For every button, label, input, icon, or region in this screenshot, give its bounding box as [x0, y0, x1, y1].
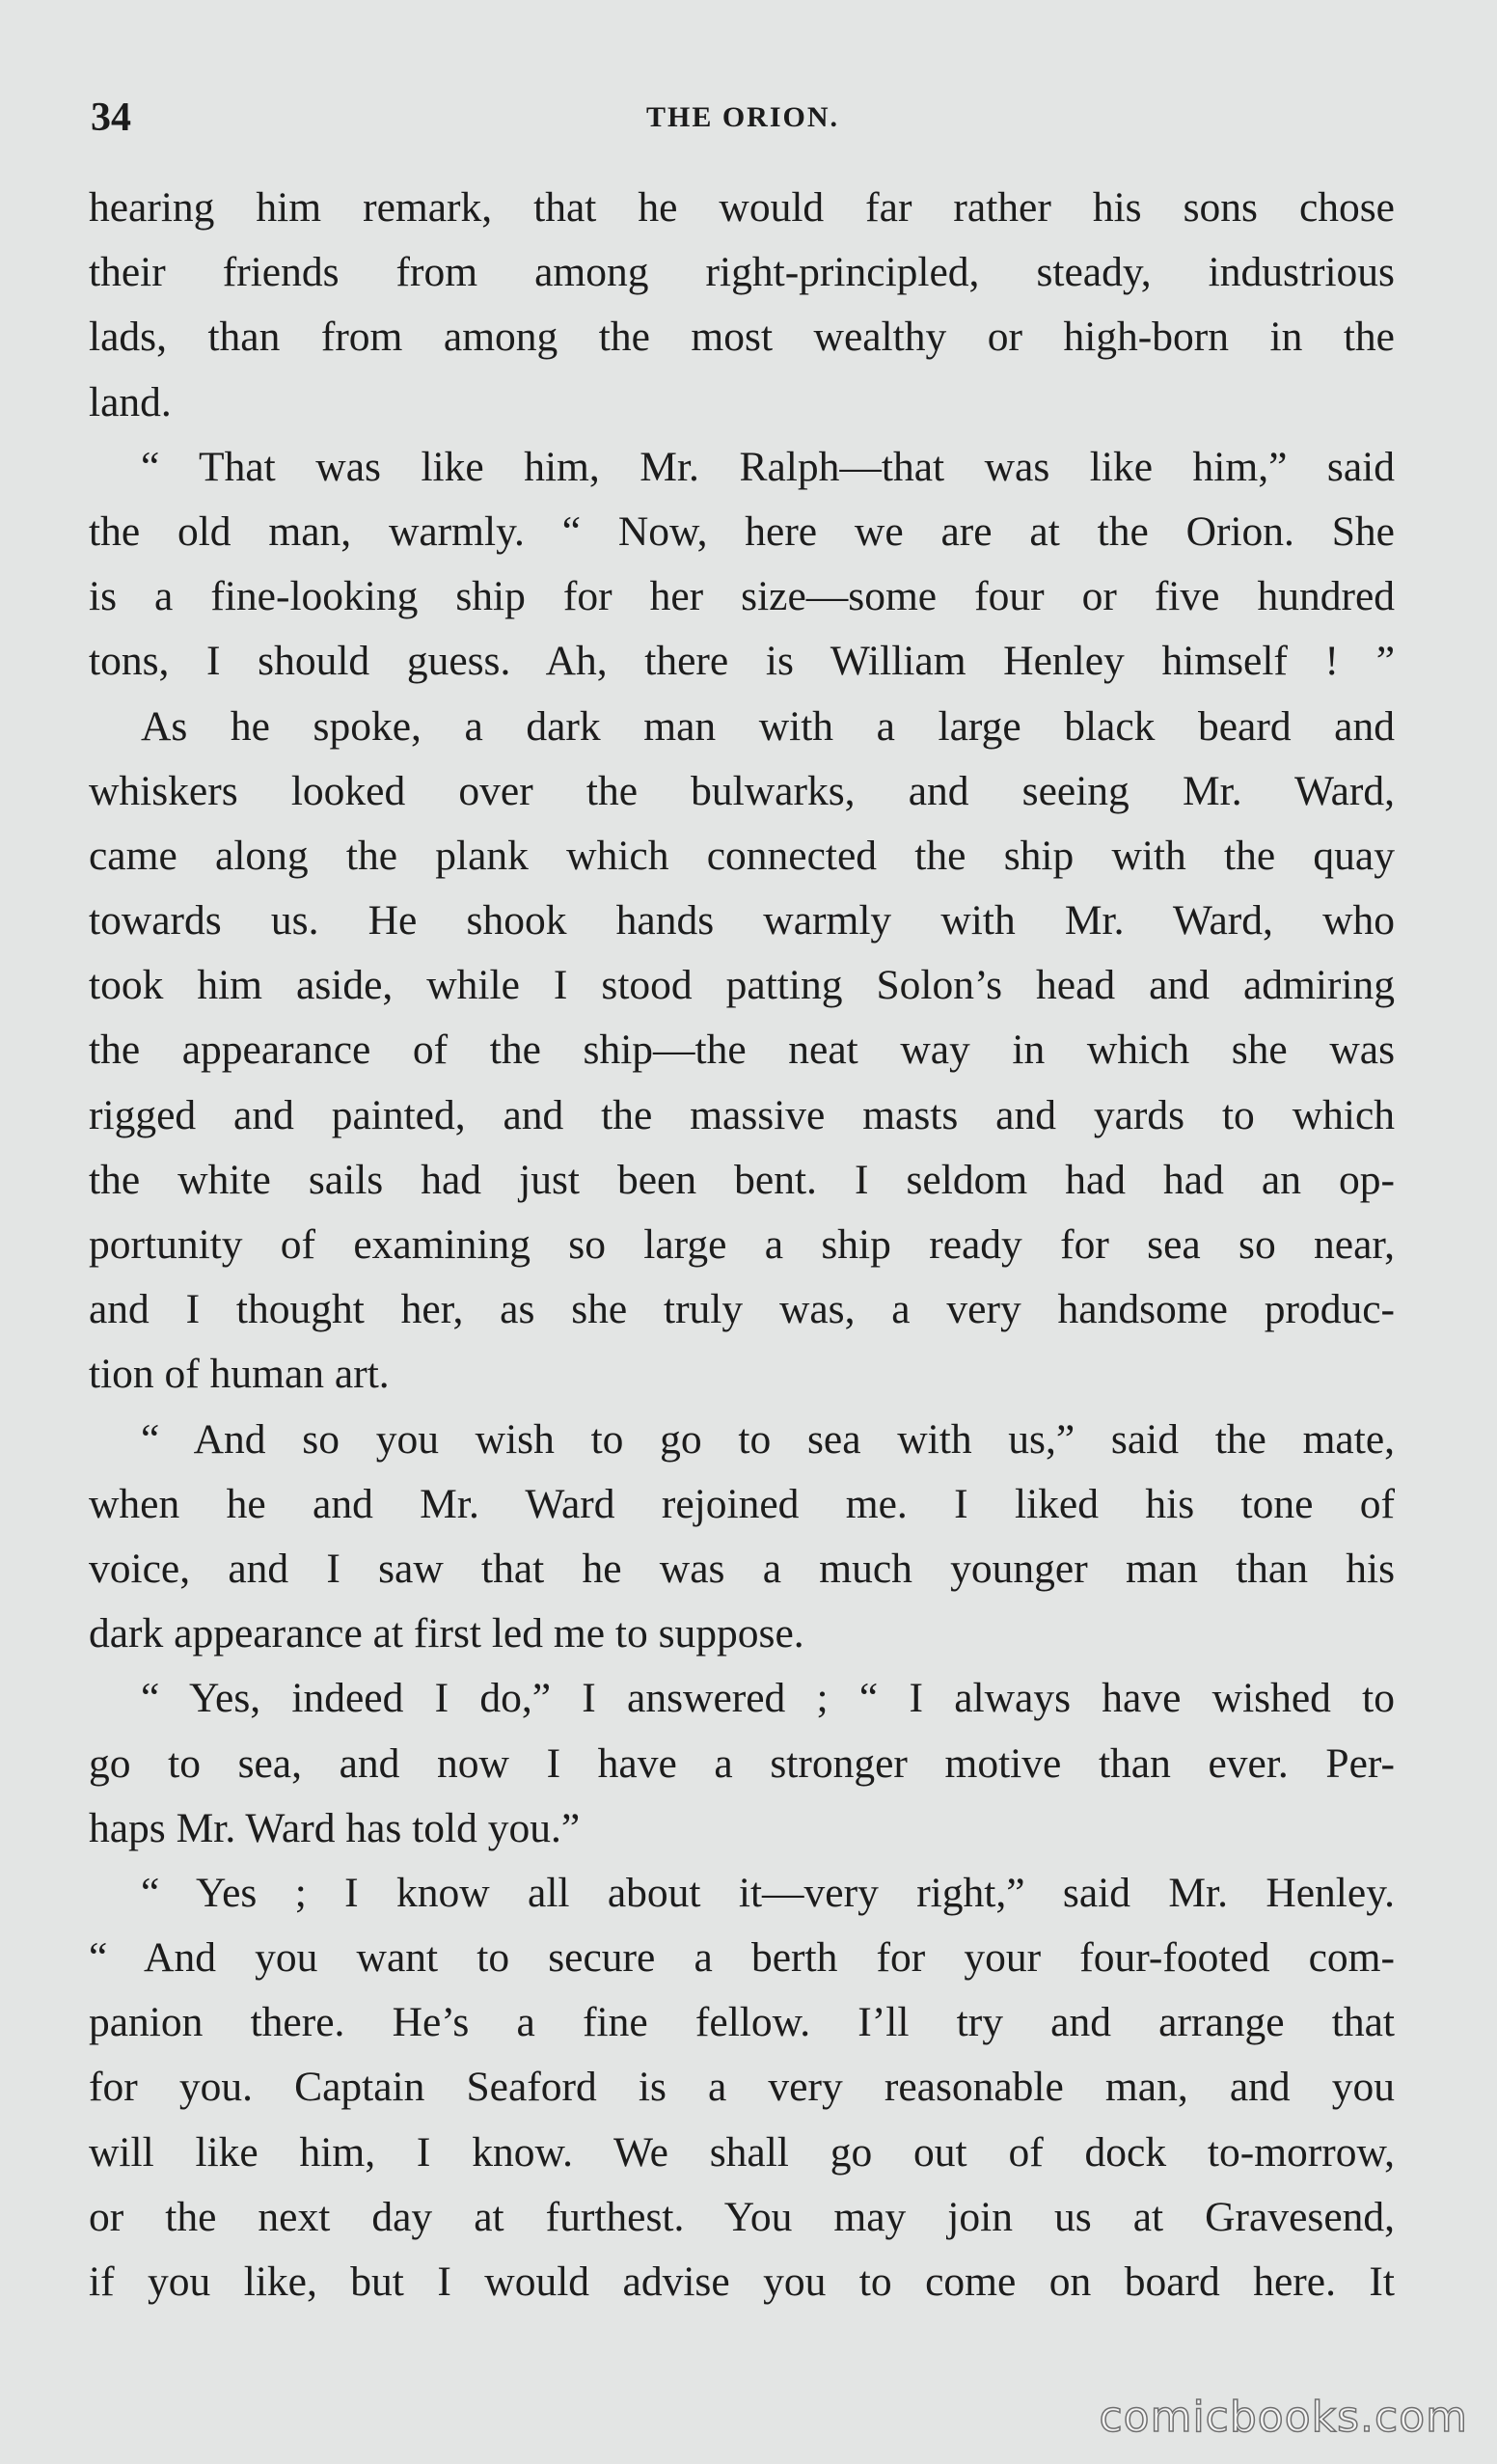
text-line: the old man, warmly. “ Now, here we are at the Orion. She [89, 507, 1395, 555]
text-line: “ That was like him, Mr. Ralph—that was like him,” said [141, 443, 1395, 490]
text-line: tion of human art. [89, 1351, 390, 1398]
text-line: hearing him remark, that he would far rather his sons chose [89, 184, 1395, 231]
text-line: voice, and I saw that he was a much younger man than his [89, 1545, 1395, 1592]
text-line: tons, I should guess. Ah, there is William Henley himself ! ” [89, 638, 1395, 685]
text-line: haps Mr. Ward has told you.” [89, 1804, 581, 1851]
text-line: is a fine-looking ship for her size—some four or five hundred [89, 573, 1395, 620]
text-line: towards us. He shook hands warmly with Mr. Ward, who [89, 897, 1395, 945]
watermark-logo: comicbooks.com [1099, 2393, 1468, 2442]
text-line: the white sails had just been bent. I seldom had had an op- [89, 1156, 1395, 1203]
text-line: portunity of examining so large a ship ready for sea so near, [89, 1221, 1395, 1268]
text-line: when he and Mr. Ward rejoined me. I liked his tone of [89, 1480, 1395, 1527]
text-line: panion there. He’s a fine fellow. I’ll try and arrange that [89, 1999, 1395, 2046]
text-line: if you like, but I would advise you to come on board here. It [89, 2259, 1395, 2305]
text-line: will like him, I know. We shall go out of dock to-morrow, [89, 2128, 1395, 2176]
text-line: “ Yes ; I know all about it—very right,” said Mr. Henley. [141, 1869, 1395, 1916]
text-line: “ And you want to secure a berth for your four-footed com- [89, 1934, 1395, 1982]
text-line: whiskers looked over the bulwarks, and seeing Mr. Ward, [89, 767, 1395, 814]
text-line: “ And so you wish to go to sea with us,” said the mate, [141, 1415, 1395, 1463]
text-line: As he spoke, a dark man with a large black beard and [141, 702, 1395, 750]
text-line: land. [89, 378, 172, 425]
text-line: or the next day at furthest. You may join us at Gravesend, [89, 2193, 1395, 2240]
text-line: took him aside, while I stood patting Solon’s head and admiring [89, 962, 1395, 1009]
text-line: dark appearance at first led me to suppose. [89, 1610, 804, 1657]
text-line: rigged and painted, and the massive masts and yards to which [89, 1091, 1395, 1138]
page-header [91, 89, 1395, 147]
text-line: their friends from among right-principled, steady, industrious [89, 249, 1395, 296]
text-line: lads, than from among the most wealthy or high-born in the [89, 314, 1395, 361]
text-line: came along the plank which connected the ship with the quay [89, 832, 1395, 879]
page-number: 34 [91, 96, 131, 140]
body-text [89, 176, 1395, 2314]
running-head: THE ORION. [645, 101, 840, 133]
text-line: the appearance of the ship—the neat way in which she was [89, 1027, 1395, 1074]
text-line: for you. Captain Seaford is a very reasonable man, and you [89, 2064, 1395, 2111]
text-line: go to sea, and now I have a stronger motive than ever. Per- [89, 1739, 1395, 1787]
text-line: and I thought her, as she truly was, a very handsome produc- [89, 1286, 1395, 1333]
text-line: “ Yes, indeed I do,” I answered ; “ I always have wished to [141, 1675, 1395, 1722]
